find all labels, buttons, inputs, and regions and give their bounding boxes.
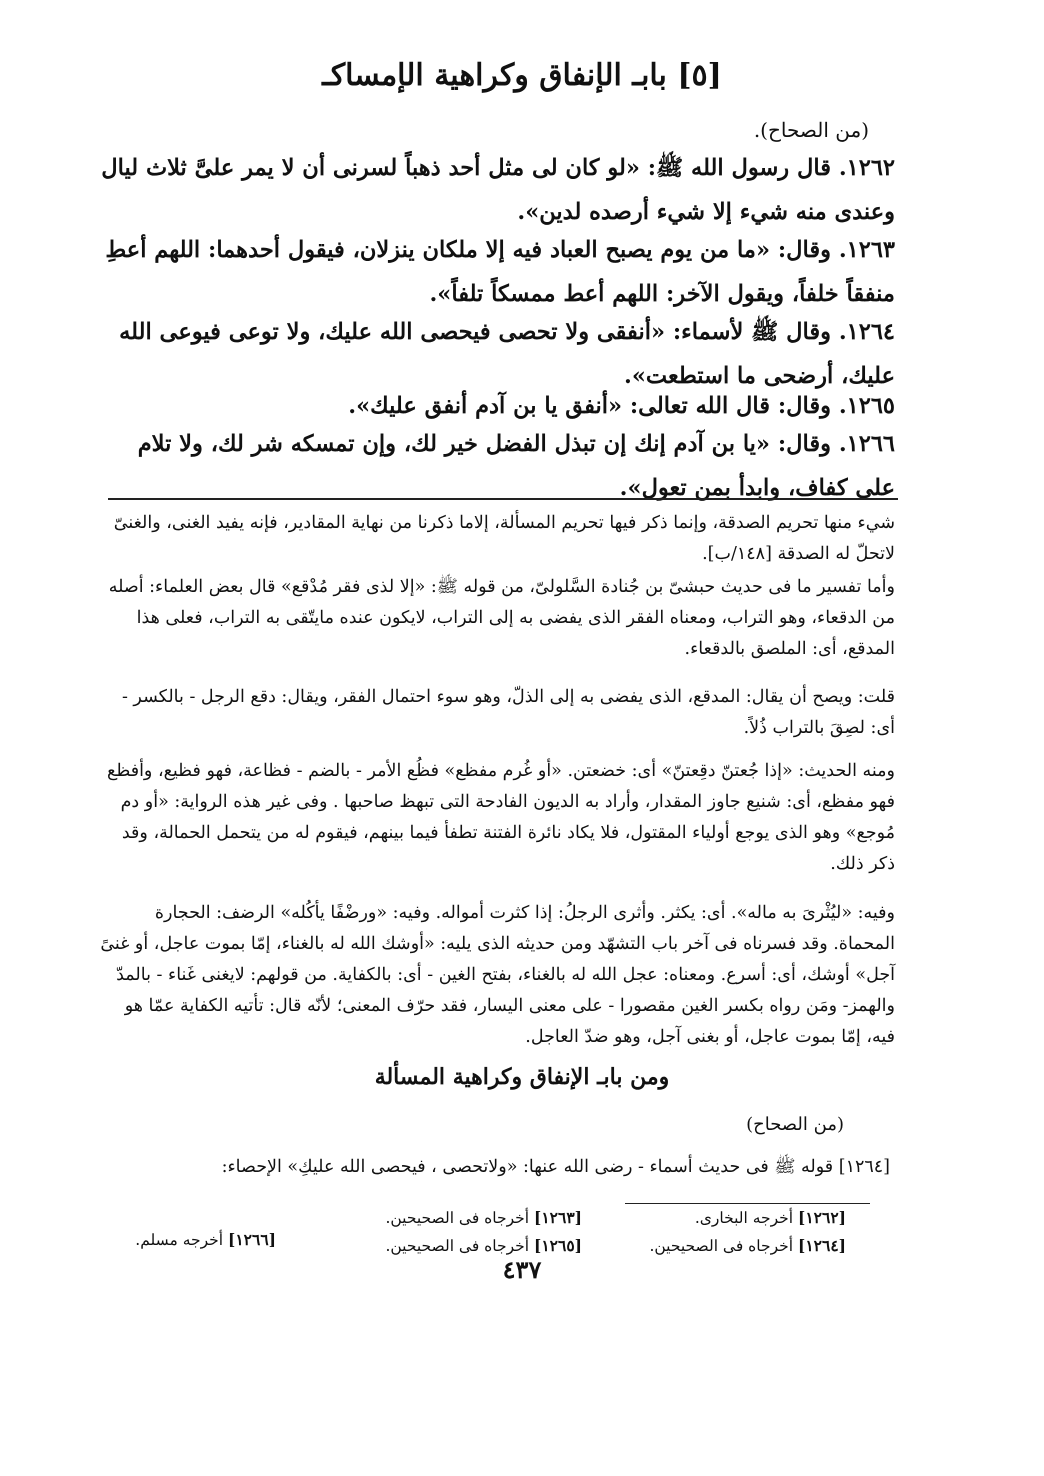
footnote-1263 <box>385 1208 582 1227</box>
footnote-divider <box>625 1203 870 1204</box>
hadith-number: ١٢٦٤. <box>838 319 895 345</box>
hadith-1266 <box>100 422 895 510</box>
hadith-number: ١٢٦٦. <box>838 431 895 457</box>
commentary-paragraph: قلت: ويصح أن يقال: المدقع، الذى يفضى به إلى الذلّ، وهو سوء احتمال الفقر، ويقال: دقع الرجل - بالكسر - أى: لصِقَ بالتراب ذُلاً. <box>121 687 895 738</box>
hadith-number: ١٢٦٥. <box>838 393 895 419</box>
chapter-title: [٥] بابـ الإنفاق وكراهية الإمساكـ <box>322 58 722 93</box>
hadith-number: ١٢٦٢. <box>838 155 895 181</box>
footnote-number: [١٢٦٦] <box>228 1230 276 1249</box>
hadith-text: قال رسول الله ﷺ: «لو كان لى مثل أحد ذهباً لسرنى أن لا يمر علىَّ ثلاث ليال وعندى منه شيء إلا شيء أرصده لدين». <box>101 155 895 225</box>
footnote-number: [١٢٦٢] <box>798 1208 846 1227</box>
footnote-text: أخرجه مسلم. <box>135 1231 224 1249</box>
hadith-text: وقال: «يا بن آدم إنك إن تبذل الفضل خير لك، وإن تمسكه شر لك، ولا تلام على كفاف، وابدأ بمن تعول». <box>137 431 895 501</box>
footnote-1262 <box>695 1208 846 1227</box>
commentary-note-1264: [١٢٦٤] قوله ﷺ فى حديث أسماء - رضى الله عنها: «ولاتحصى ، فيحصى الله عليكِ» الإحصاء: <box>221 1157 890 1177</box>
footnote-text: أخرجاه فى الصحيحين. <box>385 1237 530 1255</box>
hadith-1262 <box>100 146 895 234</box>
footnote-1266 <box>135 1230 276 1249</box>
section-subtitle: ومن بابـ الإنفاق وكراهية المسألة <box>374 1064 670 1090</box>
source-label: (من الصحاح). <box>753 118 869 142</box>
section-divider <box>108 498 898 500</box>
commentary-paragraph: وأما تفسير ما فى حديث حبشىّ بن جُنادة السَّلولىّ، من قوله ﷺ: «إلا لذى فقر مُدْقع» قال بعض العلماء: أصله من الدقعاء، وهو التراب، ومعناه الفقر الذى يفضى به إلى التراب، لايكون عنده مايتّقى به التراب، فعلى هذا المدقع، أى: الملصق بالدقعاء. <box>108 577 895 659</box>
hadith-1263 <box>100 228 895 316</box>
footnote-number: [١٢٦٣] <box>534 1208 582 1227</box>
footnote-1265 <box>385 1236 582 1255</box>
commentary-paragraph: ومنه الحديث: «إذا جُعتنّ دقِعتنّ» أى: خضعتن. «أو غُرم مفظع» فظُع الأمر - بالضم - فظاعة، فهو فظيع، وأفظع فهو مفظع، أى: شنيع جاوز المقدار، وأراد به الديون الفادحة التى تبهظ صاحبها . وفى غير هذه الرواية: «أو دم مُوجع» وهو الذى يوجع أولياء المقتول، فلا يكاد نائرة الفتنة تطفأ فيما بينهم، فيقوم له من يتحمل الحمالة، وقد ذكر ذلك. <box>107 761 895 874</box>
hadith-text: وقال: «ما من يوم يصبح العباد فيه إلا ملكان ينزلان، فيقول أحدهما: اللهم أعطِ منفقاً خلفاً، ويقول الآخر: اللهم أعط ممسكاً تلفاً». <box>105 237 895 307</box>
footnote-1264 <box>649 1236 846 1255</box>
commentary-paragraph: شيء منها تحريم الصدقة، وإنما ذكر فيها تحريم المسألة، إلاما ذكرنا من نهاية المقادير، فإنه يفيد الغنى، والغنىّ لاتحلّ له الصدقة [١٤٨/ب]. <box>113 513 895 564</box>
commentary-paragraph: وفيه: «ليُثْرىَ به ماله». أى: يكثر. وأثرى الرجلُ: إذا كثرت أمواله. وفيه: «ورضْفًا يأكُله» الرضف: الحجارة المحماة. وقد فسرناه فى آخر باب التشهّد ومن حديثه الذى يليه: «أوشك الله له بالغناء، إمّا بموت عاجل، أو غنىً آجل» أوشك، أى: أسرع. ومعناه: عجل الله له بالغناء، بفتح الغين - أى: بالكفاية. من قولهم: لايغنى غَناء - بالمدّ والهمز- ومَن رواه بكسر الغين مقصورا - على معنى اليسار، فقد حرّف المعنى؛ لأنّه قال: تأتيه الكفاية عمّا هو فيه، إمّا بموت عاجل، أو بغنى آجل، وهو ضدّ العاجل. <box>100 903 895 1047</box>
footnote-number: [١٢٦٤] <box>798 1236 846 1255</box>
page-number: ٤٣٧ <box>502 1255 542 1284</box>
hadith-text: وقال ﷺ لأسماء: «أنفقى ولا تحصى فيحصى الله عليك، ولا توعى فيوعى الله عليك، أرضحى ما استطعت». <box>119 319 895 389</box>
footnote-text: أخرجاه فى الصحيحين. <box>649 1237 794 1255</box>
hadith-number: ١٢٦٣. <box>838 237 895 263</box>
footnote-number: [١٢٦٥] <box>534 1236 582 1255</box>
hadith-text: وقال: قال الله تعالى: «أنفق يا بن آدم أنفق عليك». <box>348 393 831 419</box>
footnote-text: أخرجاه فى الصحيحين. <box>385 1209 530 1227</box>
source-label: (من الصحاح) <box>746 1114 844 1135</box>
footnote-text: أخرجه البخارى. <box>694 1209 794 1227</box>
